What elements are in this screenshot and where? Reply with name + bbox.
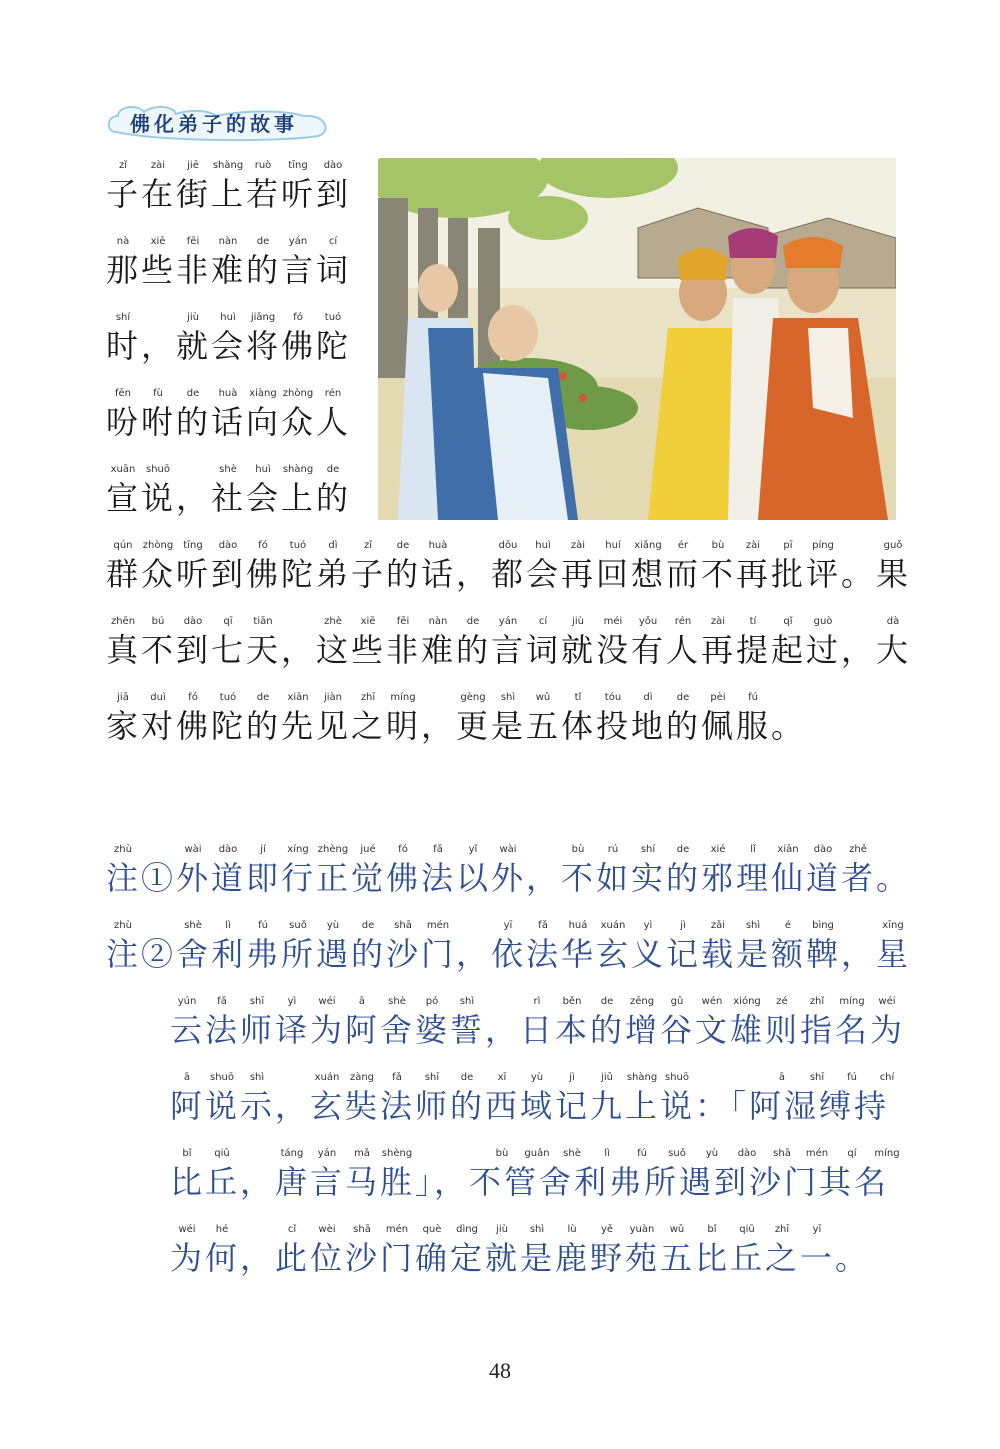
pinyin: cǐ: [287, 1224, 297, 1235]
pinyin: shè: [219, 464, 237, 475]
pinyin: fó: [188, 692, 198, 703]
pinyin: fǎ: [433, 844, 443, 855]
pinyin: shèng: [381, 1148, 413, 1159]
pinyin: shè: [563, 1148, 581, 1159]
pinyin: fǎ: [538, 920, 548, 931]
pinyin: shī: [249, 996, 265, 1007]
pinyin: shè: [388, 996, 406, 1007]
pinyin: xuān: [110, 464, 136, 475]
pinyin: tí: [749, 616, 757, 627]
pinyin: suǒ: [289, 920, 307, 931]
pinyin: huì: [255, 464, 271, 475]
pinyin: dào: [737, 1148, 757, 1159]
pinyin: lì: [225, 920, 231, 931]
pinyin: zhī: [774, 1224, 790, 1235]
pinyin: huà: [218, 388, 238, 399]
pinyin: ā: [358, 996, 366, 1007]
pinyin: zài: [150, 160, 166, 171]
pinyin: huì: [535, 540, 551, 551]
pinyin: wéi: [878, 996, 896, 1007]
pinyin: zǐ: [118, 160, 128, 171]
notes-text: 云法师译为阿舍婆誓，日本的增谷文雄则指名为: [170, 1011, 906, 1049]
pinyin: pī: [783, 540, 793, 551]
pinyin: shì: [529, 1224, 545, 1235]
pinyin: yī: [503, 920, 513, 931]
pinyin: shā: [773, 1148, 791, 1159]
pinyin: fú: [748, 692, 758, 703]
pinyin: wéi: [318, 996, 336, 1007]
notes-text: 阿说示，玄奘法师的西域记九上说：「阿湿缚持: [170, 1087, 890, 1125]
pinyin: fó: [293, 312, 303, 323]
pinyin: zài: [710, 616, 726, 627]
notes-text: 比丘，唐言马胜」，不管舍利弗所遇到沙门其名: [170, 1163, 890, 1201]
pinyin: fó: [258, 540, 268, 551]
pinyin: ér: [677, 540, 689, 551]
pinyin: míng: [874, 1148, 900, 1159]
pinyin: shuō: [209, 1072, 234, 1083]
pinyin: rén: [674, 616, 692, 627]
pinyin: nàn: [218, 236, 238, 247]
pinyin: nà: [116, 236, 130, 247]
pinyin: què: [422, 1224, 442, 1235]
pinyin: shuō: [145, 464, 170, 475]
pinyin: de: [186, 388, 200, 399]
pinyin: xiān: [287, 692, 309, 703]
pinyin: yún: [177, 996, 197, 1007]
pinyin: shī: [809, 1072, 825, 1083]
pinyin: fēi: [396, 616, 410, 627]
pinyin: shī: [424, 1072, 440, 1083]
pinyin: qún: [113, 540, 133, 551]
pinyin: shàng: [212, 160, 244, 171]
pinyin: zhòng: [282, 388, 314, 399]
story-text: 时，就会将佛陀: [106, 327, 352, 365]
pinyin: mén: [385, 1224, 409, 1235]
pinyin: de: [361, 920, 375, 931]
pinyin: shì: [459, 996, 475, 1007]
pinyin: zàng: [349, 1072, 375, 1083]
pinyin: fú: [258, 920, 268, 931]
pinyin: wèi: [318, 1224, 336, 1235]
pinyin: fó: [398, 844, 408, 855]
pinyin: shì: [249, 1072, 265, 1083]
pinyin: xiē: [150, 236, 166, 247]
pinyin: qiū: [739, 1224, 755, 1235]
pinyin: huá: [568, 920, 588, 931]
pinyin: de: [460, 1072, 474, 1083]
pinyin: zhǐ: [809, 996, 825, 1007]
pinyin: yě: [600, 1224, 614, 1235]
pinyin: xiǎng: [634, 540, 662, 551]
pinyin: zhù: [114, 844, 132, 855]
pinyin: táng: [280, 1148, 304, 1159]
pinyin: mǎ: [354, 1148, 370, 1159]
pinyin: yǒu: [638, 616, 658, 627]
pinyin: duì: [150, 692, 166, 703]
pinyin: bù: [495, 1148, 509, 1159]
pinyin: jiù: [187, 312, 199, 323]
pinyin: lù: [567, 1224, 577, 1235]
pinyin: ā: [778, 1072, 786, 1083]
pinyin: wén: [701, 996, 723, 1007]
pinyin: zài: [745, 540, 761, 551]
story-text: 那些非难的言词: [106, 251, 352, 289]
pinyin: zhèng: [317, 844, 349, 855]
pinyin: dì: [643, 692, 653, 703]
pinyin: tuó: [324, 312, 342, 323]
pinyin: shí: [115, 312, 131, 323]
pinyin: fǎ: [392, 1072, 402, 1083]
story-text: 吩咐的话向众人: [106, 403, 352, 441]
pinyin: yán: [317, 1148, 337, 1159]
pinyin: jí: [260, 844, 266, 855]
pinyin: de: [600, 996, 614, 1007]
pinyin: xiān: [777, 844, 799, 855]
pinyin: wǔ: [669, 1224, 685, 1235]
pinyin: bǐ: [182, 1148, 192, 1159]
notes-text: 注②舍利弗所遇的沙门，依法华玄义记载是额鞞，星: [106, 935, 912, 973]
pinyin: jì: [569, 1072, 575, 1083]
pinyin: jiǔ: [601, 1072, 613, 1083]
pinyin: cí: [538, 616, 548, 627]
pinyin: guǒ: [883, 540, 903, 551]
pinyin: fú: [847, 1072, 857, 1083]
pinyin: jiù: [496, 1224, 508, 1235]
pinyin: yán: [288, 236, 308, 247]
pinyin: zhě: [849, 844, 867, 855]
pinyin: yán: [498, 616, 518, 627]
story-text: 真不到七天，这些非难的言词就没有人再提起过，大: [106, 631, 912, 669]
pinyin: nàn: [428, 616, 448, 627]
pinyin: xuán: [314, 1072, 340, 1083]
pinyin: tuó: [289, 540, 307, 551]
pinyin: jiē: [187, 160, 199, 171]
pinyin: mén: [426, 920, 450, 931]
pinyin: qǐ: [783, 616, 793, 627]
pinyin: shā: [353, 1224, 371, 1235]
pinyin: bù: [571, 844, 585, 855]
pinyin: suǒ: [668, 1148, 686, 1159]
pinyin: yù: [530, 1072, 544, 1083]
pinyin: xié: [710, 844, 726, 855]
pinyin: rú: [607, 844, 619, 855]
pinyin: shā: [394, 920, 412, 931]
pinyin: tīng: [288, 160, 308, 171]
pinyin: fǎ: [217, 996, 227, 1007]
pinyin: méi: [603, 616, 623, 627]
pinyin: fēi: [186, 236, 200, 247]
story-text: 家对佛陀的先见之明，更是五体投地的佩服。: [106, 707, 807, 745]
pinyin: zhù: [114, 920, 132, 931]
pinyin: yù: [705, 1148, 719, 1159]
pinyin: zhī: [360, 692, 376, 703]
pinyin: yuàn: [629, 1224, 655, 1235]
pinyin: xuán: [600, 920, 626, 931]
pinyin: de: [676, 692, 690, 703]
pinyin: dìng: [456, 1224, 478, 1235]
story-text: 宣说，社会上的: [106, 479, 352, 517]
pinyin: yī: [812, 1224, 822, 1235]
pinyin: de: [256, 692, 270, 703]
pinyin: wài: [499, 844, 517, 855]
pinyin: dì: [328, 540, 338, 551]
notes-text: 注①外道即行正觉佛法以外，不如实的邪理仙道者。: [106, 859, 912, 897]
pinyin: qī: [223, 616, 233, 627]
pinyin: zēng: [629, 996, 655, 1007]
pinyin: de: [396, 540, 410, 551]
pinyin: de: [676, 844, 690, 855]
notes-text: 为何，此位沙门确定就是鹿野苑五比丘之一。: [170, 1239, 871, 1277]
pinyin: dào: [218, 844, 238, 855]
pinyin: pèi: [710, 692, 726, 703]
pinyin: yù: [326, 920, 340, 931]
pinyin: xiē: [360, 616, 376, 627]
pinyin: qí: [847, 1148, 857, 1159]
pinyin: huí: [605, 540, 621, 551]
pinyin: shè: [184, 920, 202, 931]
pinyin: shí: [640, 844, 656, 855]
pinyin: wài: [184, 844, 202, 855]
pinyin: xióng: [733, 996, 761, 1007]
pinyin: mén: [805, 1148, 829, 1159]
pinyin: de: [466, 616, 480, 627]
pinyin: jué: [360, 844, 376, 855]
pinyin: shuō: [664, 1072, 689, 1083]
pinyin: xī: [497, 1072, 507, 1083]
pinyin: gǔ: [670, 996, 684, 1007]
pinyin: de: [256, 236, 270, 247]
pinyin: dào: [183, 616, 203, 627]
story-illustration: [378, 158, 896, 520]
pinyin: zhòng: [142, 540, 174, 551]
pinyin: zhēn: [110, 616, 136, 627]
story-text: 群众听到佛陀弟子的话，都会再回想而不再批评。果: [106, 555, 912, 593]
pinyin: xíng: [287, 844, 309, 855]
pinyin: xīng: [882, 920, 904, 931]
pinyin: píng: [812, 540, 834, 551]
pinyin: lì: [604, 1148, 610, 1159]
pinyin: dōu: [498, 540, 518, 551]
pinyin: huì: [220, 312, 236, 323]
pinyin: qiū: [214, 1148, 230, 1159]
pinyin: yǐ: [468, 844, 478, 855]
pinyin: cí: [328, 236, 338, 247]
pinyin: chí: [879, 1072, 895, 1083]
pinyin: shàng: [626, 1072, 658, 1083]
pinyin: jiāng: [250, 312, 276, 323]
pinyin: tīng: [183, 540, 203, 551]
pinyin: bǐ: [707, 1224, 717, 1235]
pinyin: rì: [533, 996, 541, 1007]
pinyin: míng: [839, 996, 865, 1007]
pinyin: yì: [643, 920, 653, 931]
pinyin: shàng: [282, 464, 314, 475]
page-number: 48: [489, 1358, 511, 1383]
pinyin: jiā: [117, 692, 129, 703]
pinyin: fú: [637, 1148, 647, 1159]
pinyin: gèng: [460, 692, 486, 703]
pinyin: guǎn: [524, 1148, 550, 1159]
pinyin: lǐ: [750, 844, 756, 855]
pinyin: míng: [390, 692, 416, 703]
pinyin: ā: [183, 1072, 191, 1083]
section-header: [104, 102, 334, 146]
pinyin: guò: [813, 616, 833, 627]
pinyin: tǐ: [574, 692, 582, 703]
pinyin: hé: [215, 1224, 229, 1235]
pinyin: jiù: [572, 616, 584, 627]
pinyin: zài: [570, 540, 586, 551]
pinyin: rén: [324, 388, 342, 399]
pinyin: bù: [711, 540, 725, 551]
pinyin: tiān: [253, 616, 273, 627]
pinyin: tóu: [604, 692, 622, 703]
pinyin: zǐ: [363, 540, 373, 551]
pinyin: fēn: [114, 388, 131, 399]
pinyin: xiàng: [249, 388, 277, 399]
pinyin: dào: [813, 844, 833, 855]
pinyin: de: [326, 464, 340, 475]
pinyin: huà: [428, 540, 448, 551]
pinyin: shì: [745, 920, 761, 931]
pinyin: bìng: [812, 920, 834, 931]
pinyin: shì: [500, 692, 516, 703]
pinyin: jiàn: [323, 692, 343, 703]
pinyin: wéi: [178, 1224, 196, 1235]
pinyin: dà: [886, 616, 900, 627]
pinyin: dào: [218, 540, 238, 551]
pinyin: tuó: [219, 692, 237, 703]
story-text: 子在街上若听到: [106, 175, 352, 213]
pinyin: bú: [151, 616, 165, 627]
pinyin: é: [784, 920, 792, 931]
pinyin: zé: [776, 996, 788, 1007]
pinyin: ruò: [254, 160, 272, 171]
pinyin: jì: [680, 920, 686, 931]
pinyin: yì: [287, 996, 297, 1007]
pinyin: zhè: [324, 616, 342, 627]
pinyin: dào: [323, 160, 343, 171]
pinyin: zǎi: [710, 920, 726, 931]
pinyin: fù: [153, 388, 163, 399]
pinyin: běn: [562, 996, 582, 1007]
section-title: 佛化弟子的故事: [130, 112, 298, 136]
pinyin: pó: [425, 996, 439, 1007]
pinyin: wǔ: [535, 692, 551, 703]
